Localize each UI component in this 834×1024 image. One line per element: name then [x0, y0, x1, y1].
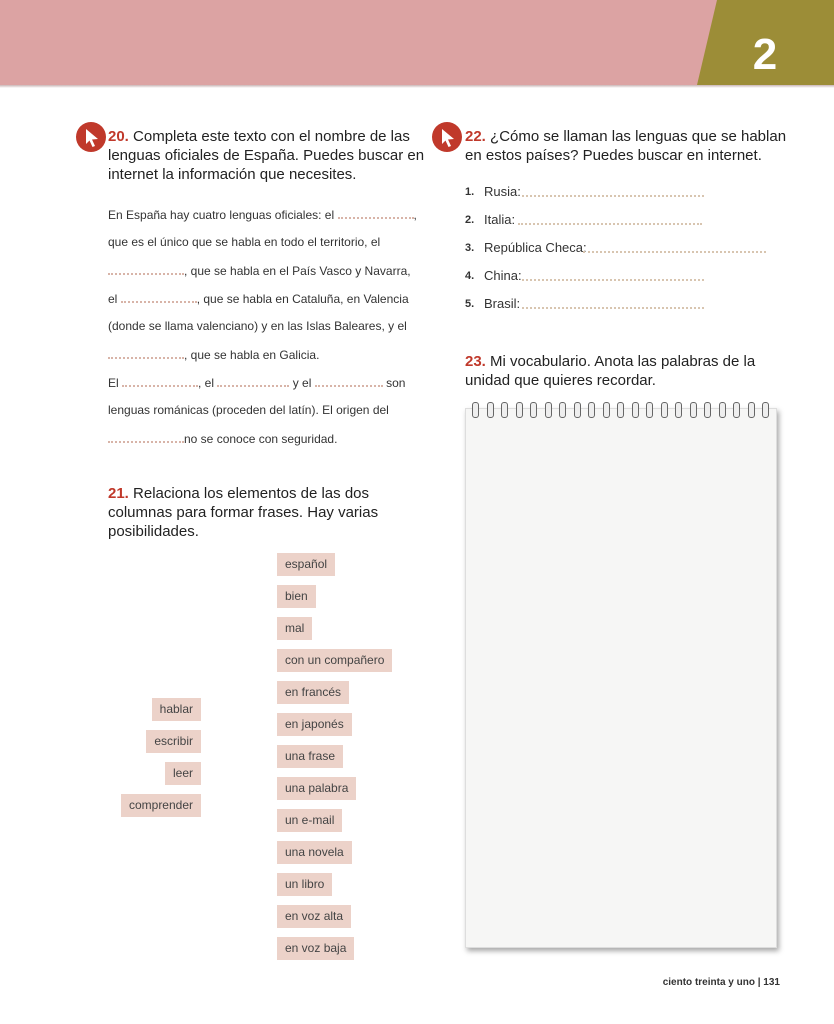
vocabulary-notepad[interactable]	[465, 408, 777, 948]
country-label: Rusia:	[484, 184, 521, 199]
cursor-icon	[76, 122, 106, 152]
spiral-ring	[632, 402, 639, 418]
q20-text-line: que es el único que se habla en todo el territorio, el	[108, 235, 381, 249]
list-number: 2.	[465, 214, 475, 226]
spiral-ring	[545, 402, 552, 418]
q23-number: 23.	[465, 353, 486, 370]
blank-field[interactable]	[217, 375, 289, 387]
q21-title-line3: posibilidades.	[108, 523, 199, 540]
q22-number: 22.	[465, 128, 486, 145]
spiral-ring	[748, 402, 755, 418]
left-column-tag[interactable]: escribir	[146, 730, 201, 753]
blank-field[interactable]	[338, 207, 414, 219]
q20-text-line: (donde se llama valenciano) y en las Islas Baleares, y el	[108, 319, 407, 333]
answer-line[interactable]	[522, 307, 704, 309]
left-column-tag[interactable]: hablar	[152, 698, 201, 721]
q21-title	[108, 484, 428, 541]
left-column-tag[interactable]: comprender	[121, 794, 201, 817]
answer-line[interactable]	[522, 195, 704, 197]
right-column-tag[interactable]: un e-mail	[277, 809, 342, 832]
q20-title	[108, 127, 428, 184]
blank-field[interactable]	[121, 291, 197, 303]
spiral-ring	[661, 402, 668, 418]
right-column-tag[interactable]: con un compañero	[277, 649, 392, 672]
spiral-ring	[719, 402, 726, 418]
spiral-ring	[603, 402, 610, 418]
q21-title-line2: columnas para formar frases. Hay varias	[108, 504, 379, 521]
blank-field[interactable]	[315, 375, 383, 387]
q23-title-line1: Mi vocabulario. Anota las palabras de la	[490, 353, 756, 370]
country-label: China:	[484, 268, 522, 283]
country-label: Brasil:	[484, 296, 521, 311]
spiral-ring	[487, 402, 494, 418]
q20-text-line: no se conoce con seguridad.	[108, 431, 337, 446]
q20-text-line: En España hay cuatro lenguas oficiales: el ,	[108, 208, 417, 222]
right-column-tag[interactable]: en japonés	[277, 713, 352, 736]
page-footer: ciento treinta y uno | 131	[662, 977, 780, 988]
answer-line[interactable]	[583, 251, 766, 253]
unit-number: 2	[752, 30, 778, 79]
cursor-icon	[432, 122, 462, 152]
blank-field[interactable]	[122, 375, 198, 387]
right-column-tag[interactable]: una novela	[277, 841, 352, 864]
q22-title	[465, 127, 795, 165]
spiral-ring	[690, 402, 697, 418]
right-column-tag[interactable]: bien	[277, 585, 316, 608]
spiral-ring	[574, 402, 581, 418]
q20-title-line1: Completa este texto con el nombre de las	[133, 128, 410, 145]
spiral-ring	[530, 402, 537, 418]
spiral-ring	[559, 402, 566, 418]
right-column-tag[interactable]: una frase	[277, 745, 343, 768]
q20-text-line: , que se habla en el País Vasco y Navarra,	[108, 263, 411, 278]
q20-number: 20.	[108, 128, 129, 145]
q21-number: 21.	[108, 485, 129, 502]
spiral-ring	[472, 402, 479, 418]
list-number: 4.	[465, 270, 475, 282]
q20-title-line2: lenguas oficiales de España. Puedes buscar en	[108, 147, 425, 164]
list-number: 3.	[465, 242, 475, 254]
spiral-ring	[675, 402, 682, 418]
q20-text-line: , que se habla en Galicia.	[108, 347, 319, 362]
list-number: 5.	[465, 298, 475, 310]
q23-title-line2: unidad que quieres recordar.	[465, 372, 656, 389]
spiral-ring	[762, 402, 769, 418]
spiral-ring	[646, 402, 653, 418]
country-label: República Checa:	[484, 240, 587, 255]
blank-field[interactable]	[108, 431, 184, 443]
q23-title	[465, 352, 795, 390]
spiral-ring	[704, 402, 711, 418]
spiral-ring	[501, 402, 508, 418]
right-column-tag[interactable]: en francés	[277, 681, 349, 704]
spiral-ring	[516, 402, 523, 418]
right-column-tag[interactable]: español	[277, 553, 335, 576]
right-column-tag[interactable]: en voz baja	[277, 937, 354, 960]
q22-title-line1: ¿Cómo se llaman las lenguas que se hablan	[490, 128, 787, 145]
q20-title-line3: internet la información que necesites.	[108, 166, 357, 183]
q20-text-line: lenguas románicas (proceden del latín). El origen del	[108, 403, 389, 417]
q20-text-line: El , el y el son	[108, 376, 406, 390]
left-column-tag[interactable]: leer	[165, 762, 201, 785]
right-column-tag[interactable]: mal	[277, 617, 312, 640]
q20-text-line: el , que se habla en Cataluña, en Valencia	[108, 292, 409, 306]
spiral-ring	[733, 402, 740, 418]
country-label: Italia:	[484, 212, 516, 227]
spiral-ring	[617, 402, 624, 418]
q22-title-line2: en estos países? Puedes buscar en internet.	[465, 147, 762, 164]
spiral-ring	[588, 402, 595, 418]
list-number: 1.	[465, 186, 475, 198]
q21-title-line1: Relaciona los elementos de las dos	[133, 485, 370, 502]
right-column-tag[interactable]: una palabra	[277, 777, 356, 800]
answer-line[interactable]	[518, 223, 702, 225]
blank-field[interactable]	[108, 263, 184, 275]
right-column-tag[interactable]: en voz alta	[277, 905, 351, 928]
answer-line[interactable]	[522, 279, 704, 281]
right-column-tag[interactable]: un libro	[277, 873, 332, 896]
header-shadow	[0, 85, 834, 88]
blank-field[interactable]	[108, 347, 184, 359]
